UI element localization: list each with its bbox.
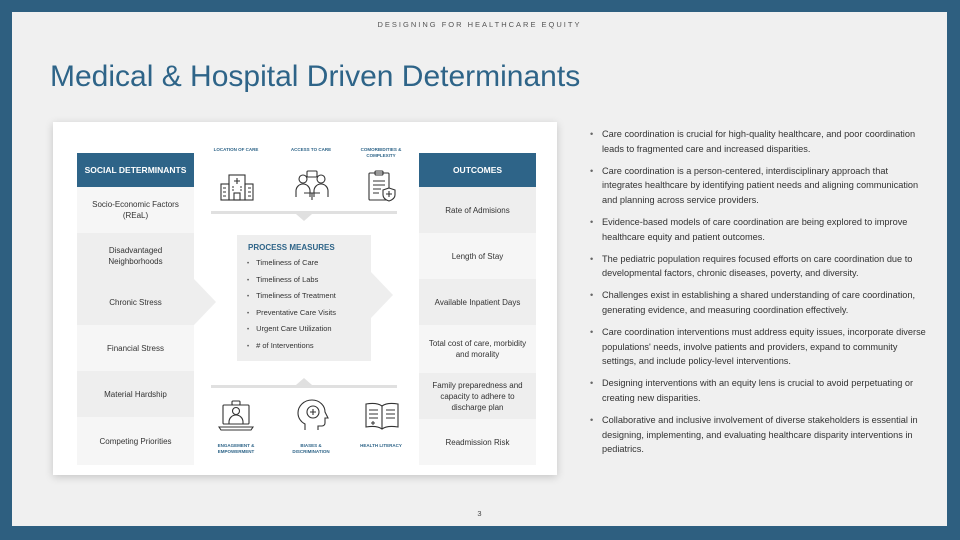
- icon-label: COMORBIDITIES & COMPLEXITY: [360, 147, 402, 158]
- arrow-down-shape: [296, 214, 312, 221]
- list-item: • Challenges exist in establishing a shared understanding of care coordination, generating evidence, and measuring coordination effectively.: [590, 288, 930, 318]
- slide: [12, 12, 947, 526]
- bullet-list: [590, 127, 930, 464]
- consultation-icon: [294, 169, 330, 202]
- page-number: 3: [477, 509, 482, 518]
- slide-kicker: DESIGNING FOR HEALTHCARE EQUITY: [377, 20, 582, 29]
- hospital-building-icon: [220, 170, 254, 202]
- determinants-diagram: [53, 122, 557, 475]
- outcome-item: Family preparedness and capacity to adhere to discharge plan: [419, 373, 536, 419]
- page-title: Medical & Hospital Driven Determinants: [50, 60, 581, 93]
- list-item: • # of Interventions: [247, 338, 336, 355]
- social-item: Competing Priorities: [77, 417, 194, 465]
- list-item: • Collaborative and inclusive involvement of diverse stakeholders is essential in designing, implementing, and evaluating healthcare disparity interventions in pediatrics.: [590, 413, 930, 457]
- icon-label: HEALTH LITERACY: [360, 443, 402, 448]
- list-item: • Evidence-based models of care coordination are being explored to improve healthcare equity and patient outcomes.: [590, 215, 930, 245]
- social-item: Socio-Economic Factors (REaL): [77, 187, 194, 233]
- list-item: • The pediatric population requires focused efforts on care coordination due to developmental factors, chronic diseases, poverty, and diversity.: [590, 252, 930, 282]
- process-measures-box: [237, 235, 371, 361]
- list-item: • Timeliness of Treatment: [247, 288, 336, 305]
- open-book-icon: [364, 401, 400, 431]
- outcome-item: Available Inpatient Days: [419, 279, 536, 325]
- outcome-item: Rate of Admisions: [419, 187, 536, 233]
- arrow-up-shape: [296, 378, 312, 385]
- list-item: • Care coordination interventions must address equity issues, incorporate diverse populations' needs, involve patients and providers, expand to community settings, and include policy-level interventions.: [590, 325, 930, 369]
- chevron-right-shape: [371, 272, 393, 318]
- icon-label: ACCESS TO CARE: [290, 147, 332, 152]
- outcome-item: Readmission Risk: [419, 419, 536, 465]
- icon-label: LOCATION OF CARE: [213, 147, 259, 152]
- head-medical-icon: [295, 398, 329, 432]
- list-item: • Designing interventions with an equity lens is crucial to avoid perpetuating or creating new disparities.: [590, 376, 930, 406]
- chevron-right-shape: [194, 279, 216, 325]
- doctor-laptop-icon: [218, 399, 254, 431]
- social-item: Chronic Stress: [77, 279, 194, 325]
- social-item: Disadvantaged Neighborhoods: [77, 233, 194, 279]
- list-item: • Urgent Care Utilization: [247, 321, 336, 338]
- list-item: • Preventative Care Visits: [247, 305, 336, 322]
- list-item: • Timeliness of Care: [247, 255, 336, 272]
- list-item: • Care coordination is a person-centered, interdisciplinary approach that integrates healthcare by identifying patient needs and aligning communication and planning across service providers.: [590, 164, 930, 208]
- process-measures-list: [247, 255, 336, 355]
- icon-label: BIASES & DISCRIMINATION: [292, 443, 330, 454]
- social-determinants-heading: SOCIAL DETERMINANTS: [77, 153, 194, 187]
- list-item: • Care coordination is crucial for high-quality healthcare, and poor coordination leads to fragmented care and increased disparities.: [590, 127, 930, 157]
- social-item: Material Hardship: [77, 371, 194, 417]
- outcome-item: Total cost of care, morbidity and morality: [419, 325, 536, 373]
- outcomes-heading: OUTCOMES: [419, 153, 536, 187]
- icon-label: ENGAGEMENT & EMPOWERMENT: [217, 443, 255, 454]
- divider-bottom: [211, 385, 397, 388]
- list-item: • Timeliness of Labs: [247, 272, 336, 289]
- process-measures-heading: PROCESS MEASURES: [248, 243, 335, 252]
- social-item: Financial Stress: [77, 325, 194, 371]
- outcome-item: Length of Stay: [419, 233, 536, 279]
- medical-record-icon: [366, 169, 398, 203]
